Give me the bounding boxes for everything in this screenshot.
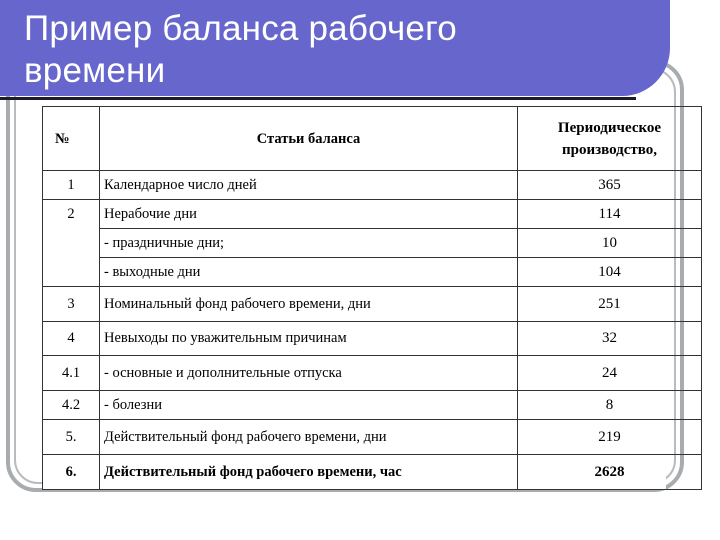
table-row [43,455,702,490]
table-row [43,258,702,287]
title-underline [0,97,636,100]
row-num [43,258,100,287]
table-row [43,356,702,391]
balance-table [42,106,702,490]
header-value [518,107,702,171]
row-num: 1 [43,171,100,200]
row-item: Действительный фонд рабочего времени, час [100,455,518,490]
row-item: - выходные дни [100,258,518,287]
row-num: 5. [43,420,100,455]
header-value-line-1: Периодическое [557,119,662,136]
row-value: 8 [518,391,702,420]
row-num: 6. [43,455,100,490]
row-num [43,229,100,258]
table-header-row [43,107,702,171]
row-item: Календарное число дней [100,171,518,200]
header-value-line-2: производство, [561,141,658,158]
slide-title-line-1: Пример баланса рабочего [24,9,457,48]
row-num: 2 [43,200,100,229]
row-item: - болезни [100,391,518,420]
row-value: 104 [518,258,702,287]
row-item: - праздничные дни; [100,229,518,258]
table-row [43,420,702,455]
row-value: 32 [518,322,702,356]
balance-table-container [42,106,666,490]
table-row [43,171,702,200]
header-item: Статьи баланса [100,107,518,171]
row-num: 4.2 [43,391,100,420]
title-banner [0,0,670,96]
table-row [43,200,702,229]
table-row [43,322,702,356]
row-item: Невыходы по уважительным причинам [100,322,518,356]
row-item: Номинальный фонд рабочего времени, дни [100,287,518,322]
row-value: 2628 [518,455,702,490]
header-num: № [43,107,100,171]
row-num: 4.1 [43,356,100,391]
row-value: 219 [518,420,702,455]
row-num: 4 [43,322,100,356]
slide-title-line-2: времени [24,51,166,90]
table-row [43,287,702,322]
row-item: Действительный фонд рабочего времени, дни [100,420,518,455]
row-value: 10 [518,229,702,258]
row-item: Нерабочие дни [100,200,518,229]
table-row [43,391,702,420]
row-num: 3 [43,287,100,322]
row-value: 114 [518,200,702,229]
row-value: 365 [518,171,702,200]
slide-title [24,8,624,92]
row-value: 251 [518,287,702,322]
row-value: 24 [518,356,702,391]
table-row [43,229,702,258]
row-item: - основные и дополнительные отпуска [100,356,518,391]
